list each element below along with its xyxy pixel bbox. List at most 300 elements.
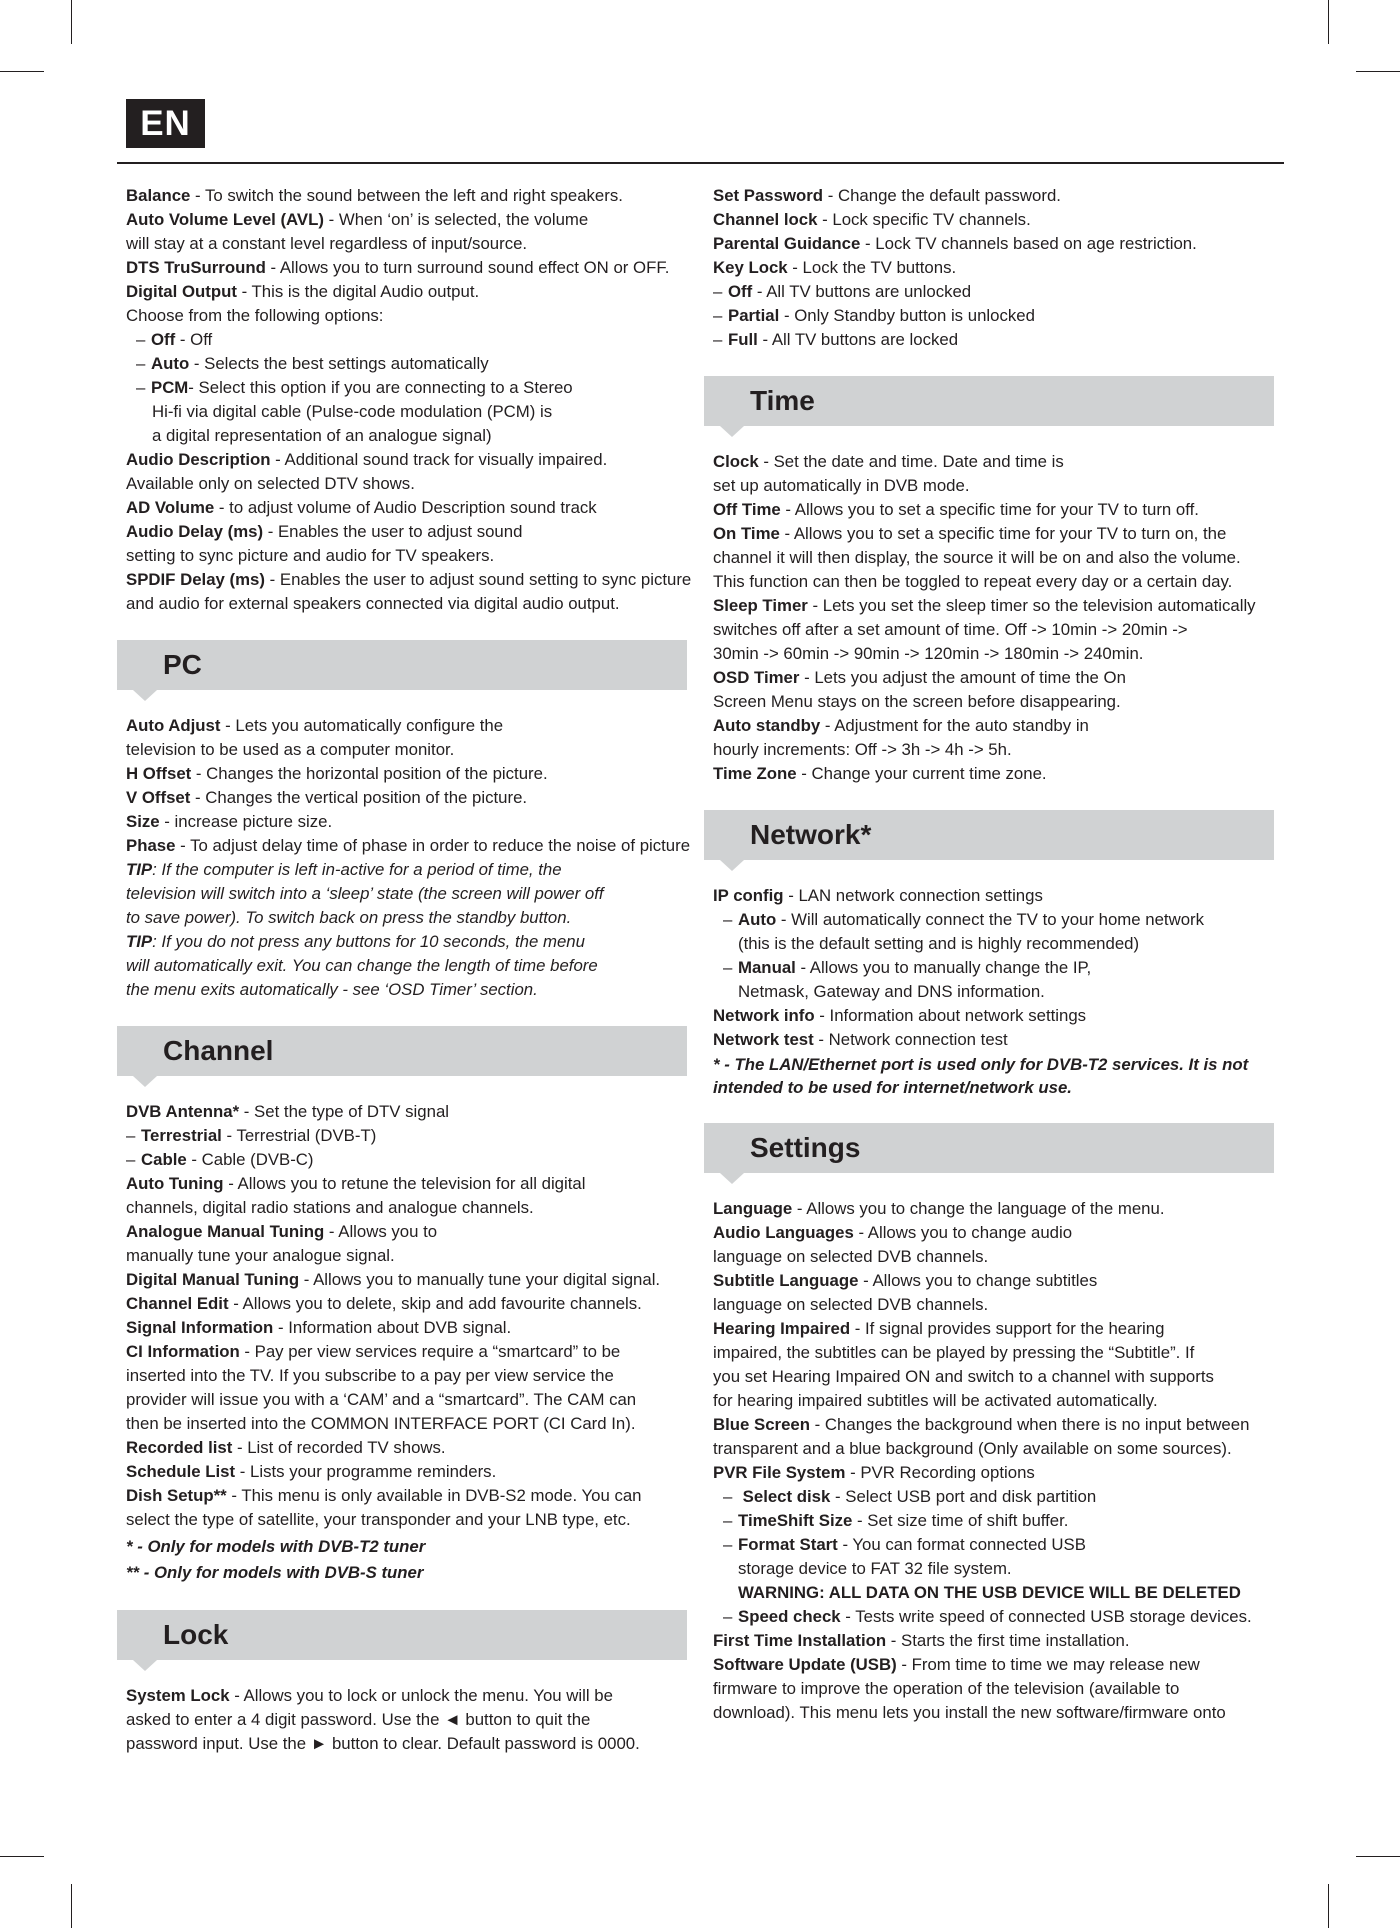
text-line [713,1197,1283,1221]
italic-text: active for a period of time, the [340,860,562,879]
term-label: Digital Output [126,282,237,301]
term-description: - When ‘on’ is selected, the volume [323,210,589,229]
text-line [713,546,1283,570]
term-description: - This menu is only available in DVB-S2 mode. You can [226,1486,642,1505]
text-line [713,1245,1283,1269]
term-description: - Select this option if you are connecting to a Stereo [188,378,573,397]
term-description: impaired, the subtitles can be played by pressing the “Subtitle”. If [713,1343,1195,1362]
text-line [126,472,691,496]
text-line [713,498,1283,522]
term-description: - Allows you to [324,1222,438,1241]
text-line [126,714,691,738]
footnote: * - Only for models with DVB-T2 tuner [126,1537,426,1556]
text-line [126,376,691,400]
line-text: a digital representation of an analogue signal) [152,426,492,445]
text-line [713,1004,1283,1028]
term-description: - Changes the horizontal position of the picture. [191,764,548,783]
text-line [126,448,691,472]
term-label: Analogue Manual Tuning [126,1222,325,1241]
text-line [713,1437,1283,1461]
term-description: firmware to improve the operation of the television (available to [713,1679,1180,1698]
term-description: - Allows you to lock or unlock the menu. You will be [229,1686,613,1705]
italic-text: to save power). To switch back on press the standby button. [126,908,572,927]
text-line [126,1220,691,1244]
term-label: Off Time [713,500,781,519]
term-description: setting to sync picture and audio for TV speakers. [126,546,495,565]
channel-section-title: Channel [163,1035,274,1066]
term-label: System Lock [126,1686,230,1705]
term-label: Audio Languages [713,1223,854,1242]
text-line [126,1708,691,1732]
text-line [126,592,691,616]
line-text: Netmask, Gateway and DNS information. [738,982,1045,1001]
term-label: Cable [141,1150,187,1169]
term-description: hourly increments: Off -> 3h -> 4h -> 5h. [713,740,1012,759]
term-label: IP config [713,886,784,905]
lock-continued-section [713,184,1283,352]
term-label: Channel lock [713,210,818,229]
term-description: channels, digital radio stations and analogue channels. [126,1198,534,1217]
text-line [713,1581,1283,1605]
term-label: Size [126,812,160,831]
term-label: Manual [738,958,796,977]
term-description: - Terrestrial (DVB-T) [221,1126,377,1145]
term-description: - to adjust volume of Audio Description sound track [214,498,597,517]
term-label: On Time [713,524,780,543]
text-line [126,810,691,834]
text-line [713,280,1283,304]
term-label: Off [151,330,176,349]
term-label: Recorded list [126,1438,233,1457]
text-line [126,1684,691,1708]
term-description: channel it will then display, the source it will be on and also the volume. [713,548,1241,567]
term-label: Parental Guidance [713,234,861,253]
term-description: - Change your current time zone. [796,764,1047,783]
text-line [713,304,1283,328]
text-line [713,570,1283,594]
text-line [713,714,1283,738]
term-description: - Network connection test [813,1030,1008,1049]
time-section [713,450,1283,786]
text-line [713,1509,1283,1533]
list-dash: – [723,1535,733,1554]
text-line [713,618,1283,642]
text-line [126,328,691,352]
text-line [126,184,691,208]
term-label: Key Lock [713,258,788,277]
term-description: transparent and a blue background (Only available on some sources). [713,1439,1232,1458]
text-line [126,882,691,906]
term-description: - Selects the best settings automatically [189,354,489,373]
list-dash: – [713,282,723,301]
text-line [713,1461,1283,1485]
text-line [126,1100,691,1124]
crop-mark [71,0,72,44]
text-line [713,328,1283,352]
pc-tips [126,858,691,1002]
term-description: language on selected DVB channels. [713,1247,989,1266]
text-line [126,1148,691,1172]
list-dash: – [713,330,723,349]
term-description: - Enables the user to adjust sound setting to sync picture [264,570,692,589]
term-label: AD Volume [126,498,215,517]
text-line [713,1605,1283,1629]
footnote: * - The LAN/Ethernet port is used only for DVB-T2 services. It is not [713,1055,1249,1074]
term-label: Format Start [738,1535,838,1554]
term-description: - PVR Recording options [845,1463,1035,1482]
term-description: language on selected DVB channels. [713,1295,989,1314]
text-line [713,932,1283,956]
list-dash: – [723,958,733,977]
text-line [126,1436,691,1460]
text-line [126,1196,691,1220]
lock-section [126,1684,691,1756]
line-text: Hi-fi via digital cable (Pulse-code modulation (PCM) is [152,402,553,421]
text-line [713,884,1283,908]
text-line [713,256,1283,280]
list-dash: – [136,378,146,397]
text-line [713,762,1283,786]
term-description: - Allows you to turn surround sound effect ON or OFF. [265,258,670,277]
term-description: - Pay per view services require a “smartcard” to be [239,1342,621,1361]
text-line [126,1244,691,1268]
text-line [713,1677,1283,1701]
text-line [713,690,1283,714]
term-label: Audio Description [126,450,271,469]
text-line [713,738,1283,762]
crop-mark [71,1884,72,1928]
term-description: will stay at a constant level regardless of input/source. [126,234,528,253]
term-label: DTS TruSurround [126,258,266,277]
term-label: SPDIF Delay (ms) [126,570,265,589]
term-label: Full [728,330,758,349]
term-label: Software Update (USB) [713,1655,897,1674]
time-section-title: Time [750,385,815,416]
text-line [126,1268,691,1292]
term-description: - Starts the first time installation. [886,1631,1130,1650]
term-description: - Allows you to retune the television for all digital [223,1174,586,1193]
settings-section [713,1197,1283,1725]
term-description: - Only Standby button is unlocked [779,306,1035,325]
text-line [126,954,691,978]
term-description: manually tune your analogue signal. [126,1246,395,1265]
term-label: DVB Antenna* [126,1102,240,1121]
list-dash: – [136,330,146,349]
text-line [713,1221,1283,1245]
channel-notes [126,1534,691,1586]
term-label: Sleep Timer [713,596,808,615]
term-description: - Allows you to manually tune your digital signal. [299,1270,661,1289]
term-description: password input. Use the ► button to clear. Default password is 0000. [126,1734,640,1753]
term-description: switches off after a set amount of time. Off -> 10min -> 20min -> [713,620,1188,639]
term-description: Available only on selected DTV shows. [126,474,415,493]
lock-section-header [117,1610,687,1660]
term-label: Subtitle Language [713,1271,859,1290]
term-label: Speed check [738,1607,841,1626]
term-description: This function can then be toggled to repeat every day or a certain day. [713,572,1233,591]
crop-mark [0,1856,44,1857]
pc-section-title: PC [163,649,202,680]
text-line [713,980,1283,1004]
term-description: - Change the default password. [823,186,1061,205]
term-description: - You can format connected USB [837,1535,1086,1554]
term-description: - Enables the user to adjust sound [263,522,523,541]
term-description: - To adjust delay time of phase in order to reduce the noise of picture [175,836,691,855]
text-line [126,762,691,786]
term-description: provider will issue you with a ‘CAM’ and a “smartcard”. The CAM can [126,1390,637,1409]
term-label: PCM [151,378,189,397]
term-label: Schedule List [126,1462,236,1481]
text-line [126,280,691,304]
term-description: - Select USB port and disk partition [830,1487,1097,1506]
italic-text: television will switch into a ‘sleep’ state (the screen will power off [126,884,604,903]
text-line [126,1124,691,1148]
term-description: - Lists your programme reminders. [235,1462,497,1481]
text-line [713,1533,1283,1557]
term-label: Select disk [738,1487,831,1506]
term-description: - From time to time we may release new [896,1655,1200,1674]
term-description: - Tests write speed of connected USB storage devices. [840,1607,1252,1626]
header-rule [117,162,1284,164]
term-description: television to be used as a computer monitor. [126,740,455,759]
term-label: Hearing Impaired [713,1319,851,1338]
term-label: Phase [126,836,176,855]
network-section-header [704,810,1274,860]
text-line [713,232,1283,256]
text-line [713,1413,1283,1437]
term-description: you set Hearing Impaired ON and switch to a channel with supports [713,1367,1214,1386]
term-description: - Set the type of DTV signal [239,1102,450,1121]
list-dash: – [723,910,733,929]
italic-text: the menu exits automatically - see ‘OSD Timer’ section. [126,980,538,999]
text-line [126,858,691,882]
term-description: - Allows you to change subtitles [858,1271,1098,1290]
text-line [126,1732,691,1756]
term-label: TimeShift Size [738,1511,853,1530]
term-label: Terrestrial [141,1126,222,1145]
right-column [713,184,1283,1725]
list-dash: – [713,306,723,325]
term-description: - Information about network settings [814,1006,1087,1025]
term-description: - Allows you to delete, skip and add favourite channels. [228,1294,642,1313]
text-line [126,1412,691,1436]
settings-section-header [704,1123,1274,1173]
audio-section [126,184,691,616]
footnote: intended to be used for internet/network use. [713,1078,1072,1097]
text-line [713,184,1283,208]
text-line [713,1028,1283,1052]
term-description: : If the computer is left in- [152,860,341,879]
term-description: - All TV buttons are locked [757,330,959,349]
term-description: asked to enter a 4 digit password. Use the ◄ button to quit the [126,1710,591,1729]
text-line [713,908,1283,932]
term-label: PVR File System [713,1463,846,1482]
footnote: ** - Only for models with DVB-S tuner [126,1563,424,1582]
term-label: Network test [713,1030,814,1049]
term-label: Auto [738,910,777,929]
term-description: - Allows you to set a specific time for your TV to turn off. [780,500,1199,519]
term-description: Screen Menu stays on the screen before disappearing. [713,692,1121,711]
time-section-header [704,376,1274,426]
term-description: then be inserted into the COMMON INTERFACE PORT (CI Card In). [126,1414,636,1433]
term-label: V Offset [126,788,191,807]
text-line [713,642,1283,666]
term-label: Dish Setup** [126,1486,227,1505]
term-label: CI Information [126,1342,240,1361]
text-line [126,1340,691,1364]
text-line [126,352,691,376]
settings-section-title: Settings [750,1132,861,1163]
italic-text: will automatically exit. You can change the length of time before [126,956,598,975]
text-line [126,906,691,930]
term-description: - Set size time of shift buffer. [852,1511,1069,1530]
term-label: Clock [713,452,759,471]
text-line [713,1485,1283,1509]
term-description: and audio for external speakers connected via digital audio output. [126,594,620,613]
network-notes [713,1053,1283,1099]
term-label: TIP [126,932,153,951]
term-description: - Lets you adjust the amount of time the On [799,668,1126,687]
term-label: Auto standby [713,716,821,735]
term-description: - Lets you automatically configure the [220,716,504,735]
term-description: - Information about DVB signal. [273,1318,512,1337]
text-line [713,1701,1283,1725]
warning-text: WARNING: ALL DATA ON THE USB DEVICE WILL BE DELETED [738,1583,1241,1602]
term-label: Language [713,1199,793,1218]
term-description: for hearing impaired subtitles will be activated automatically. [713,1391,1158,1410]
term-label: Time Zone [713,764,797,783]
text-line [713,1557,1283,1581]
term-label: Partial [728,306,780,325]
crop-mark [1328,1884,1329,1928]
text-line [126,930,691,954]
text-line [126,256,691,280]
crop-mark [1356,71,1400,72]
term-description: download). This menu lets you install the new software/firmware onto [713,1703,1226,1722]
text-line [713,1389,1283,1413]
term-description: - Lock the TV buttons. [787,258,957,277]
term-description: - Off [175,330,213,349]
channel-section-header [117,1026,687,1076]
text-line [713,1317,1283,1341]
text-line [713,1293,1283,1317]
term-description: - List of recorded TV shows. [232,1438,446,1457]
list-dash: – [136,354,146,373]
term-description: - LAN network connection settings [783,886,1043,905]
term-label: First Time Installation [713,1631,887,1650]
list-dash: – [723,1511,733,1530]
term-description: - Allows you to change audio [853,1223,1073,1242]
term-description: - Set the date and time. Date and time is [758,452,1064,471]
term-description: inserted into the TV. If you subscribe to a pay per view service the [126,1366,614,1385]
text-line [126,1364,691,1388]
text-line [126,400,691,424]
text-line [126,978,691,1002]
term-label: Off [728,282,753,301]
text-line [126,568,691,592]
term-label: Auto Tuning [126,1174,224,1193]
term-description: - Allows you to set a specific time for your TV to turn on, the [779,524,1227,543]
term-description: - Allows you to manually change the IP, [795,958,1092,977]
term-label: Audio Delay (ms) [126,522,264,541]
text-line [126,520,691,544]
term-description: 30min -> 60min -> 90min -> 120min -> 180min -> 240min. [713,644,1144,663]
list-dash: – [723,1607,733,1626]
channel-section [126,1100,691,1532]
term-description: set up automatically in DVB mode. [713,476,970,495]
term-description: - Lock specific TV channels. [817,210,1031,229]
network-section [713,884,1283,1052]
text-line [713,1341,1283,1365]
term-label: H Offset [126,764,192,783]
term-description: - To switch the sound between the left and right speakers. [190,186,623,205]
text-line [713,666,1283,690]
line-text: storage device to FAT 32 file system. [738,1559,1012,1578]
term-label: Signal Information [126,1318,274,1337]
text-line [126,1316,691,1340]
text-line [713,208,1283,232]
text-line [126,544,691,568]
term-label: Auto [151,354,190,373]
list-dash: – [126,1126,136,1145]
pc-section-header [117,640,687,690]
term-description: - Lock TV channels based on age restriction. [860,234,1197,253]
term-label: TIP [126,860,153,879]
pc-section [126,714,691,858]
text-line [713,1269,1283,1293]
term-description: - Additional sound track for visually impaired. [270,450,608,469]
text-line [126,1292,691,1316]
term-description: - All TV buttons are unlocked [752,282,972,301]
text-line [713,450,1283,474]
term-label: OSD Timer [713,668,800,687]
text-line [126,1388,691,1412]
term-description: - If signal provides support for the hearing [850,1319,1165,1338]
term-label: Set Password [713,186,824,205]
text-line [126,1508,691,1532]
text-line [126,1172,691,1196]
text-line [126,304,691,328]
term-description: - Will automatically connect the TV to your home network [776,910,1205,929]
term-description: - Adjustment for the auto standby in [820,716,1089,735]
term-label: Channel Edit [126,1294,229,1313]
text-line [126,208,691,232]
term-description: - Allows you to change the language of the menu. [792,1199,1165,1218]
term-description: - Lets you set the sleep timer so the television automatically [807,596,1256,615]
text-line [126,738,691,762]
language-badge: EN [126,99,205,148]
line-text: (this is the default setting and is highly recommended) [738,934,1140,953]
list-dash: – [723,1487,733,1506]
term-description: - This is the digital Audio output. [236,282,480,301]
text-line [713,956,1283,980]
term-label: Balance [126,186,191,205]
text-line [126,1484,691,1508]
network-section-title: Network* [750,819,872,850]
italic-text: : If you do not press any buttons for 10 seconds, the menu [152,932,585,951]
term-description: - Changes the background when there is no input between [810,1415,1250,1434]
crop-mark [1328,0,1329,44]
text-line [126,496,691,520]
term-label: Digital Manual Tuning [126,1270,300,1289]
text-line [126,786,691,810]
text-line [713,1629,1283,1653]
crop-mark [1356,1856,1400,1857]
term-label: Network info [713,1006,815,1025]
term-description: - Cable (DVB-C) [186,1150,314,1169]
text-line [713,474,1283,498]
text-line [713,1653,1283,1677]
